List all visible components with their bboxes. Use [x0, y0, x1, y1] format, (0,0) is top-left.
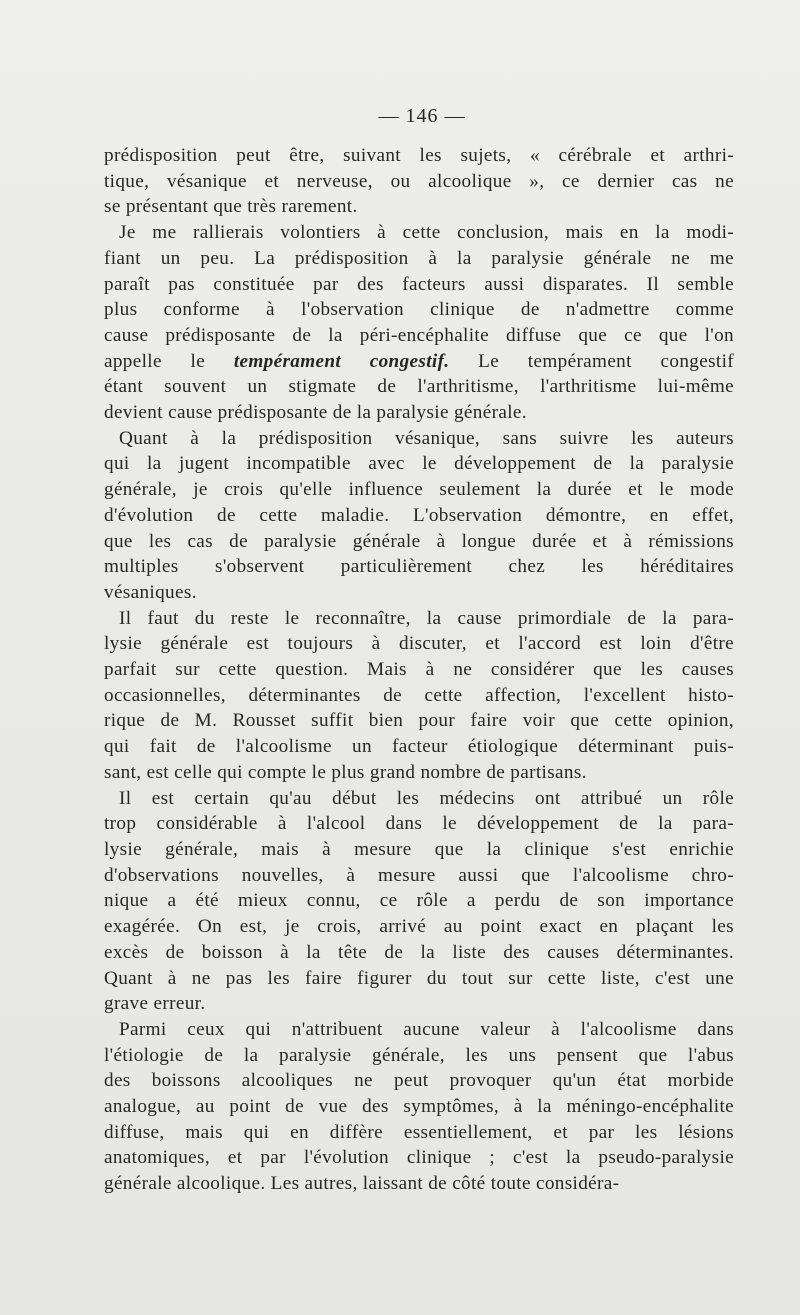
text-line: diffuse, mais qui en diffère essentiellement, et par les lésions	[104, 1121, 734, 1143]
paragraph	[104, 786, 734, 1017]
text-line: nique a été mieux connu, ce rôle a perdu de son importance	[104, 890, 734, 912]
text-line: plus conforme à l'observation clinique de n'admettre comme	[104, 299, 734, 321]
text-line: Il faut du reste le reconnaître, la cause primordiale de la para-	[119, 607, 734, 629]
text-line: Parmi ceux qui n'attribuent aucune valeur à l'alcoolisme dans	[119, 1018, 734, 1040]
text-line: qui fait de l'alcoolisme un facteur étiologique déterminant puis-	[104, 736, 734, 758]
text-line: paraît pas constituée par des facteurs aussi disparates. Il semble	[104, 273, 734, 295]
text-line: devient cause prédisposante de la paralysie générale.	[104, 402, 527, 424]
page-number: — 146 —	[378, 105, 466, 127]
text-line: trop considérable à l'alcool dans le développement de la para-	[104, 813, 734, 835]
text-line: cause prédisposante de la péri-encéphalite diffuse que ce que l'on	[104, 324, 734, 346]
paragraph	[104, 1017, 734, 1197]
text-line: des boissons alcooliques ne peut provoquer qu'un état morbide	[104, 1070, 734, 1092]
text-line: analogue, au point de vue des symptômes, à la méningo-encéphalite	[104, 1096, 734, 1118]
paragraph	[104, 143, 734, 220]
paragraph	[104, 426, 734, 606]
text-line: prédisposition peut être, suivant les sujets, « cérébrale et arthri-	[104, 145, 734, 166]
text-line: Je me rallierais volontiers à cette conclusion, mais en la modi-	[119, 222, 734, 244]
text-line: appelle le tempérament congestif. Le tempérament congestif	[104, 350, 734, 372]
emphasized-term: tempérament congestif.	[233, 350, 450, 372]
text-line: parfait sur cette question. Mais à ne considérer que les causes	[104, 659, 734, 681]
text-line: sant, est celle qui compte le plus grand nombre de partisans.	[104, 761, 587, 783]
text-line: Il est certain qu'au début les médecins ont attribué un rôle	[119, 787, 734, 809]
paragraph	[104, 220, 734, 426]
text-line: Quant à la prédisposition vésanique, sans suivre les auteurs	[119, 427, 734, 449]
text-line: se présentant que très rarement.	[104, 196, 358, 218]
text-line: qui la jugent incompatible avec le développement de la paralysie	[104, 453, 734, 475]
text-line: tique, vésanique et nerveuse, ou alcoolique », ce dernier cas ne	[104, 170, 734, 192]
text-line: lysie générale est toujours à discuter, et l'accord est loin d'être	[104, 633, 734, 655]
text-line: lysie générale, mais à mesure que la clinique s'est enrichie	[104, 838, 734, 860]
text-line: d'évolution de cette maladie. L'observation démontre, en effet,	[104, 504, 734, 526]
text-line: rique de M. Rousset suffit bien pour faire voir que cette opinion,	[104, 710, 734, 732]
text-line: excès de boisson à la tête de la liste des causes déterminantes.	[104, 941, 734, 963]
text-line: générale, je crois qu'elle influence seulement la durée et le mode	[104, 479, 734, 501]
text-line: multiples s'observent particulièrement chez les héréditaires	[104, 556, 734, 578]
text-line: anatomiques, et par l'évolution clinique ; c'est la pseudo-paralysie	[104, 1147, 734, 1169]
text-line: occasionnelles, déterminantes de cette affection, l'excellent histo-	[104, 684, 734, 706]
text-line: générale alcoolique. Les autres, laissant de côté toute considéra-	[104, 1173, 620, 1195]
paragraph	[104, 606, 734, 786]
text-line: l'étiologie de la paralysie générale, les uns pensent que l'abus	[104, 1044, 734, 1066]
text-line: Quant à ne pas les faire figurer du tout sur cette liste, c'est une	[104, 967, 734, 989]
text-line: fiant un peu. La prédisposition à la paralysie générale ne me	[104, 247, 734, 269]
text-line: d'observations nouvelles, à mesure aussi que l'alcoolisme chro-	[104, 864, 734, 886]
text-line: vésaniques.	[104, 581, 197, 603]
text-line: grave erreur.	[104, 993, 206, 1015]
body-text	[104, 143, 734, 1197]
text-line: exagérée. On est, je crois, arrivé au point exact en plaçant les	[104, 916, 734, 938]
text-line: étant souvent un stigmate de l'arthritisme, l'arthritisme lui-même	[104, 376, 734, 398]
text-line: que les cas de paralysie générale à longue durée et à rémissions	[104, 530, 734, 552]
